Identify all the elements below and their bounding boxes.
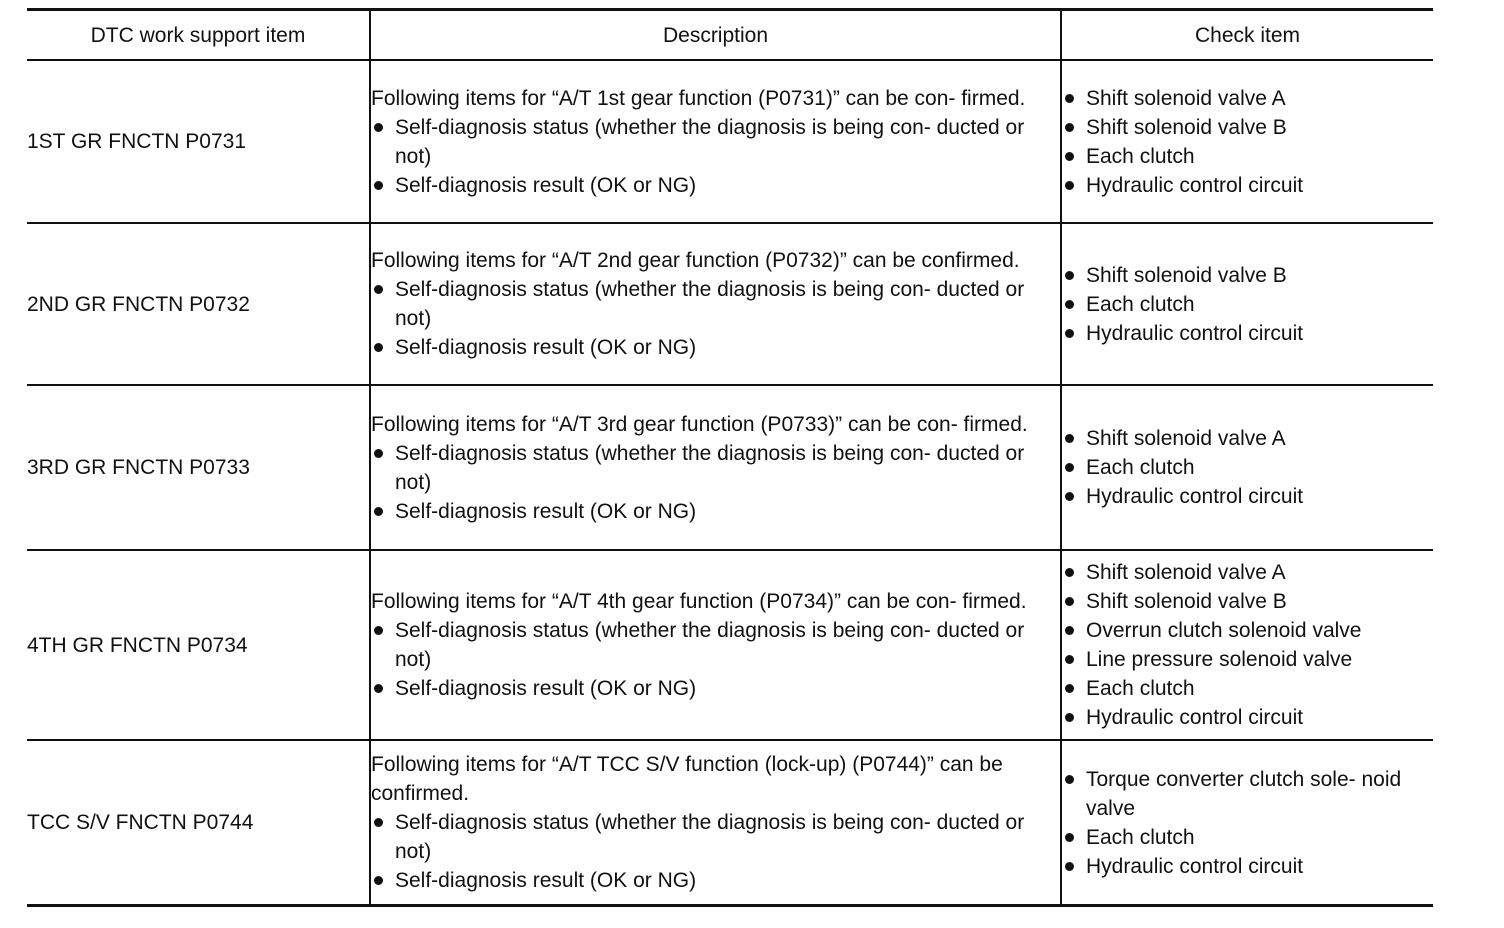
check-item-text: Torque converter clutch sole- noid valve <box>1086 767 1402 820</box>
work-support-item-cell <box>27 550 370 740</box>
bullet-icon <box>1065 713 1074 722</box>
description-intro: Following items for “A/T TCC S/V function (lock-up) (P0744)” can be confirmed. <box>371 753 1003 805</box>
description-bullet-text: Self-diagnosis status (whether the diagnosis is being con- ducted or not) <box>395 441 1025 494</box>
description-bullet-text: Self-diagnosis status (whether the diagnosis is being con- ducted or not) <box>395 278 1025 330</box>
bullet-icon <box>1065 862 1074 871</box>
work-support-item-cell <box>27 740 370 906</box>
bullet-icon <box>1065 597 1074 606</box>
list-item <box>371 497 1060 526</box>
work-support-item-label: 1ST GR FNCTN P0731 <box>27 130 247 153</box>
dtc-work-support-table <box>27 8 1433 907</box>
bullet-icon <box>1065 833 1074 842</box>
check-item-text: Shift solenoid valve A <box>1086 561 1286 584</box>
header-dtc-work-support-item: DTC work support item <box>90 23 306 47</box>
bullet-icon <box>374 123 383 132</box>
check-item-cell <box>1061 385 1433 550</box>
list-item <box>1062 319 1433 348</box>
bullet-icon <box>374 449 383 458</box>
list-item <box>1062 558 1433 587</box>
table-row <box>27 60 1433 223</box>
table-row <box>27 385 1433 550</box>
check-item-text: Hydraulic control circuit <box>1086 706 1304 729</box>
bullet-icon <box>1065 492 1074 501</box>
list-item <box>1062 674 1433 703</box>
description-bullet-list <box>371 616 1060 703</box>
list-item <box>371 171 1060 200</box>
bullet-icon <box>1065 123 1074 132</box>
list-item <box>1062 823 1433 852</box>
check-item-list <box>1062 765 1433 881</box>
description-bullet-text: Self-diagnosis result (OK or NG) <box>395 173 697 197</box>
description-intro: Following items for “A/T 3rd gear function (P0733)” can be con- firmed. <box>371 412 1028 436</box>
description-bullet-text: Self-diagnosis result (OK or NG) <box>395 677 697 700</box>
check-item-text: Hydraulic control circuit <box>1086 173 1304 197</box>
header-description: Description <box>370 10 1061 61</box>
bullet-icon <box>374 285 383 294</box>
check-item-text: Line pressure solenoid valve <box>1086 648 1353 671</box>
work-support-item-label: 2ND GR FNCTN P0732 <box>27 292 250 316</box>
bullet-icon <box>1065 775 1074 784</box>
description-cell <box>370 385 1061 550</box>
bullet-icon <box>1065 626 1074 635</box>
description-bullet-text: Self-diagnosis result (OK or NG) <box>395 499 697 523</box>
work-support-item-label: TCC S/V FNCTN P0744 <box>27 811 254 834</box>
description-cell <box>370 550 1061 740</box>
check-item-cell <box>1061 223 1433 385</box>
list-item <box>371 616 1060 674</box>
description-intro: Following items for “A/T 1st gear function (P0731)” can be con- firmed. <box>371 86 1026 110</box>
check-item-list <box>1062 261 1433 348</box>
work-support-item-cell <box>27 60 370 223</box>
list-item <box>1062 852 1433 881</box>
bullet-icon <box>374 626 383 635</box>
table-row <box>27 550 1433 740</box>
work-support-item-cell <box>27 223 370 385</box>
work-support-item-cell <box>27 385 370 550</box>
bullet-icon <box>374 181 383 190</box>
bullet-icon <box>1065 329 1074 338</box>
description-bullet-text: Self-diagnosis status (whether the diagnosis is being con- ducted or not) <box>395 115 1025 168</box>
description-bullet-text: Self-diagnosis status (whether the diagnosis is being con- ducted or not) <box>395 619 1025 671</box>
check-item-text: Shift solenoid valve B <box>1086 263 1287 287</box>
bullet-icon <box>1065 434 1074 443</box>
list-item <box>1062 84 1433 113</box>
bullet-icon <box>374 343 383 352</box>
description-cell <box>370 740 1061 906</box>
description-bullet-list <box>371 439 1060 526</box>
check-item-text: Shift solenoid valve A <box>1086 427 1286 450</box>
check-item-text: Each clutch <box>1086 292 1195 316</box>
work-support-item-label: 3RD GR FNCTN P0733 <box>27 456 250 479</box>
list-item <box>371 674 1060 703</box>
check-item-list <box>1062 84 1433 200</box>
list-item <box>371 333 1060 362</box>
description-intro: Following items for “A/T 4th gear function (P0734)” can be con- firmed. <box>371 590 1027 613</box>
check-item-text: Shift solenoid valve A <box>1086 86 1286 110</box>
check-item-cell <box>1061 60 1433 223</box>
bullet-icon <box>374 507 383 516</box>
list-item <box>1062 113 1433 142</box>
check-item-text: Each clutch <box>1086 456 1195 479</box>
description-bullet-text: Self-diagnosis status (whether the diagnosis is being con- ducted or not) <box>395 811 1025 863</box>
header-check-item: Check item <box>1061 10 1433 61</box>
check-item-cell <box>1061 550 1433 740</box>
bullet-icon <box>1065 152 1074 161</box>
list-item <box>1062 142 1433 171</box>
description-bullet-text: Self-diagnosis result (OK or NG) <box>395 336 697 359</box>
list-item <box>1062 587 1433 616</box>
list-item <box>1062 616 1433 645</box>
list-item <box>1062 171 1433 200</box>
list-item <box>1062 424 1433 453</box>
table-row <box>27 740 1433 906</box>
list-item <box>371 808 1060 866</box>
bullet-icon <box>1065 181 1074 190</box>
list-item <box>371 275 1060 333</box>
description-bullet-text: Self-diagnosis result (OK or NG) <box>395 869 697 892</box>
list-item <box>1062 290 1433 319</box>
list-item <box>1062 482 1433 511</box>
check-item-text: Hydraulic control circuit <box>1086 321 1304 345</box>
bullet-icon <box>374 876 383 885</box>
check-item-text: Each clutch <box>1086 825 1195 849</box>
table-row <box>27 223 1433 385</box>
list-item <box>1062 645 1433 674</box>
description-cell <box>370 223 1061 385</box>
bullet-icon <box>1065 300 1074 309</box>
list-item <box>1062 765 1433 823</box>
check-item-text: Shift solenoid valve B <box>1086 115 1287 139</box>
list-item <box>1062 453 1433 482</box>
description-cell <box>370 60 1061 223</box>
description-intro: Following items for “A/T 2nd gear function (P0732)” can be confirmed. <box>371 249 1020 272</box>
check-item-list <box>1062 558 1433 732</box>
bullet-icon <box>374 818 383 827</box>
list-item <box>1062 703 1433 732</box>
work-support-item-label: 4TH GR FNCTN P0734 <box>27 633 248 657</box>
check-item-text: Overrun clutch solenoid valve <box>1086 619 1362 642</box>
bullet-icon <box>1065 94 1074 103</box>
bullet-icon <box>1065 684 1074 693</box>
bullet-icon <box>1065 655 1074 664</box>
description-bullet-list <box>371 275 1060 362</box>
check-item-text: Hydraulic control circuit <box>1086 485 1304 508</box>
check-item-text: Shift solenoid valve B <box>1086 590 1287 613</box>
description-bullet-list <box>371 808 1060 895</box>
bullet-icon <box>1065 463 1074 472</box>
check-item-text: Each clutch <box>1086 144 1195 168</box>
check-item-list <box>1062 424 1433 511</box>
check-item-text: Each clutch <box>1086 677 1195 700</box>
list-item <box>371 113 1060 171</box>
bullet-icon <box>1065 271 1074 280</box>
check-item-text: Hydraulic control circuit <box>1086 854 1304 878</box>
bullet-icon <box>1065 568 1074 577</box>
check-item-cell <box>1061 740 1433 906</box>
list-item <box>1062 261 1433 290</box>
list-item <box>371 866 1060 895</box>
bullet-icon <box>374 684 383 693</box>
description-bullet-list <box>371 113 1060 200</box>
list-item <box>371 439 1060 497</box>
table-header-row <box>27 10 1433 61</box>
